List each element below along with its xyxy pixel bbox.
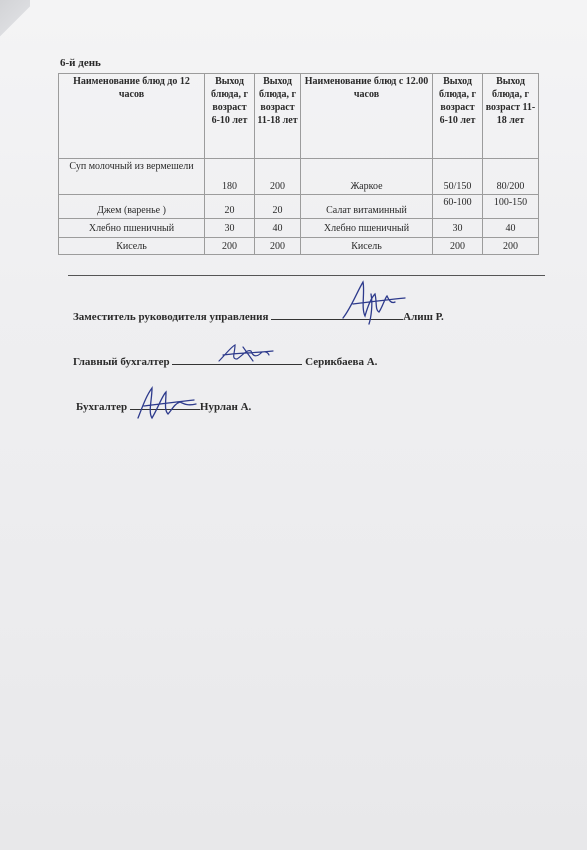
table-cell: Джем (варенье ) [59, 195, 205, 219]
menu-table [58, 73, 539, 255]
separator-line [68, 275, 545, 276]
table-row [59, 159, 539, 195]
table-cell: 100-150 [483, 195, 539, 219]
table-cell: 200 [255, 238, 301, 255]
handwritten-signature-icon [335, 278, 415, 326]
table-cell: Кисель [301, 238, 433, 255]
table-cell: 30 [433, 219, 483, 238]
deputy-title: Заместитель руководителя управления [73, 311, 269, 323]
table-row [59, 219, 539, 238]
accountant-title: Бухгалтер [76, 401, 128, 413]
header-output-11-18: Выход блюда, г возраст 11-18 лет [483, 74, 539, 159]
table-cell: Кисель [59, 238, 205, 255]
table-cell: 30 [205, 219, 255, 238]
table-row [59, 195, 539, 219]
page-corner-fold [0, 0, 30, 42]
day-title: 6-й день [60, 57, 101, 69]
chief-accountant-title: Главный бухгалтер [73, 356, 170, 368]
table-header-row [59, 74, 539, 159]
table-cell: 200 [205, 238, 255, 255]
table-cell: 20 [255, 195, 301, 219]
table-cell: 60-100 [433, 195, 483, 219]
table-cell: 40 [483, 219, 539, 238]
header-output-6-10: Выход блюда, г возраст 6-10 лет [205, 74, 255, 159]
accountant-name: Нурлан А. [199, 401, 252, 413]
header-output-6-10: Выход блюда, г возраст 6-10 лет [433, 74, 483, 159]
table-cell: Суп молочный из вермешели [59, 159, 205, 195]
table-cell: Хлебно пшеничный [59, 219, 205, 238]
header-dish-before: Наименование блюд до 12 часов [59, 74, 205, 159]
table-cell: 200 [483, 238, 539, 255]
table-cell: 20 [205, 195, 255, 219]
handwritten-signature-icon [132, 384, 202, 424]
deputy-name: Алиш Р. [403, 311, 444, 323]
signature-accountant [76, 398, 251, 413]
table-cell: 200 [255, 159, 301, 195]
table-cell: 180 [205, 159, 255, 195]
table-cell: Хлебно пшеничный [301, 219, 433, 238]
handwritten-signature-icon [213, 341, 279, 367]
table-row [59, 238, 539, 255]
table-cell: 40 [255, 219, 301, 238]
signature-deputy [73, 308, 444, 323]
table-cell: Салат витаминный [301, 195, 433, 219]
header-output-11-18: Выход блюда, г возраст 11-18 лет [255, 74, 301, 159]
chief-accountant-name: Серикбаева А. [305, 356, 378, 368]
table-cell: 50/150 [433, 159, 483, 195]
table-cell: Жаркое [301, 159, 433, 195]
table-cell: 80/200 [483, 159, 539, 195]
header-dish-after: Наименование блюд с 12.00 часов [301, 74, 433, 159]
table-cell: 200 [433, 238, 483, 255]
signature-chief-accountant [73, 353, 377, 368]
